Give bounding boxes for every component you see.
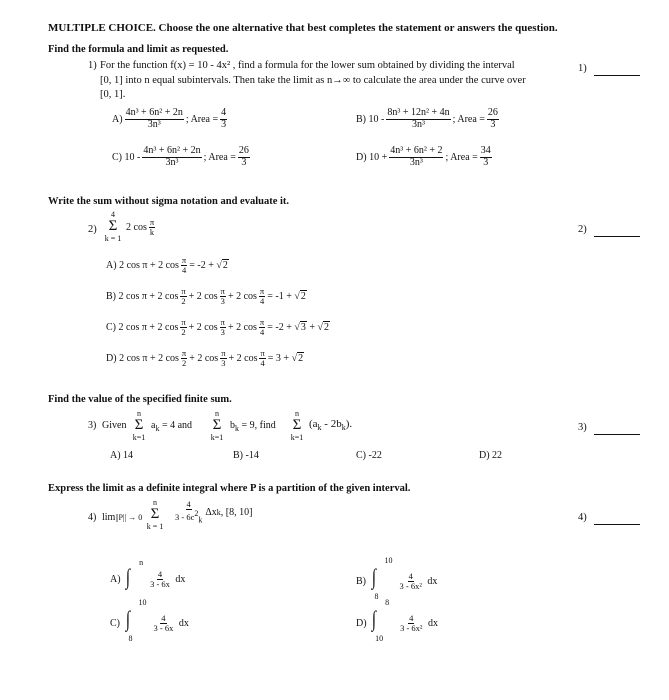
fraction-denominator: 3 [221,357,226,368]
dx: dx [175,573,186,585]
area-numerator: 26 [487,107,498,118]
header [48,22,558,34]
area-denominator: 3 [490,118,496,130]
cos-terms: 2 cos π + 2 cos [118,290,179,302]
q4-summand [172,500,252,525]
summand-subscript: k [198,515,203,525]
q3-option-a[interactable]: A) 14 [110,450,134,461]
sigma-upper: n [137,409,141,418]
q4-number: 4) [88,512,97,523]
sigma-body-text: 2 cos [126,221,147,233]
lower-limit: 10 [375,634,384,643]
integral [369,598,397,643]
sigma-upper: 4 [111,210,115,219]
fraction-denominator: 2 [181,357,187,368]
option-label: D) [356,151,367,163]
dx: dx [178,617,189,629]
fraction-denominator: 3 [220,295,225,306]
result: = 3 + [267,352,290,364]
q1-line-1: For the function f(x) = 10 - 4x² , find a formula for the lower sum obtained by dividing the interval [100,60,515,71]
root-value: 3 [300,322,306,334]
q2-option-c[interactable]: C) 2 cos π + 2 cos $\frac{\pi}{2}$ + 2 cos $\frac{\pi}{3}$ + 2 cos $\frac{\pi}{4}$ = -2 + √ 3 + √ 2 [106,317,329,337]
integral-sign: ∫ [371,564,376,589]
plus-cos: + 2 cos [188,321,218,333]
q3-option-b[interactable]: B) -14 [233,450,259,461]
pi-numerator: π [181,348,187,358]
sigma-lower: k = 1 [104,234,122,243]
formula-numerator: 4n³ + 6n² + 2n [125,107,183,118]
term-value: = 4 and [161,420,193,431]
option-label: B) [356,575,366,587]
q4-sigma [140,498,170,531]
option-label: B) [356,113,366,125]
root-value: 2 [323,322,329,334]
area-denominator: 3 [483,156,489,168]
plus-cos: + 2 cos [227,290,257,302]
section-4-heading: Express the limit as a definite integral where P is a partition of the given interval. [48,483,411,494]
q3-sigma-3 [286,409,308,442]
formula-numerator: 8n³ + 12n² + 4n [387,107,450,118]
option-label: C) [106,321,116,333]
term-body: (a [309,418,318,430]
term-sub: k [341,423,346,433]
fraction-denominator: 2 [181,326,186,337]
integrand-denominator: 3 - 6x [150,578,170,589]
area-label: ; Area = [185,113,219,125]
q4-limit [102,512,142,523]
dx: dx [427,617,438,629]
fraction-denominator: 3 [220,326,225,337]
integral [123,598,151,643]
q4-answer-number: 4) [578,512,587,523]
term-mid: - 2b [321,418,342,430]
lower-limit: 8 [128,634,133,643]
q2-option-a[interactable]: A) 2 cos π + 2 cos $\frac{\pi}{4}$ = -2 + √ 2 [106,255,228,275]
lim-subscript: ||P|| → 0 [115,513,143,522]
q3-sigma-2 [206,409,228,442]
q1-answer-number: 1) [578,63,587,74]
sigma-symbol: Σ [108,218,118,234]
cos-terms: 2 cos π + 2 cos [119,259,179,271]
q3-option-c[interactable]: C) -22 [356,450,382,461]
plus-cos: + 2 cos [189,352,219,364]
formula-prefix: 10 + [369,151,388,163]
sigma-symbol: Σ [150,506,160,522]
q2-answer-blank[interactable] [594,236,640,237]
term-sub: k [317,423,322,433]
formula-denominator: 3n³ [147,118,161,130]
header-title: MULTIPLE CHOICE. [48,22,156,34]
dx: dx [427,575,438,587]
area-label: ; Area = [203,151,236,163]
pi-numerator: π [220,286,225,296]
sigma-lower: k = 1 [146,522,164,531]
plus-cos: + 2 cos [228,352,258,364]
q2-number: 2) [88,224,97,235]
fraction-denominator: 4 [181,264,187,275]
option-label: A) [110,573,121,585]
q2-sigma [98,210,128,243]
root-value: 2 [300,291,306,303]
integrand-denominator: 3 - 6x [153,622,174,633]
section-1-heading: Find the formula and limit as requested. [48,44,229,55]
fraction-denominator: 4 [260,357,265,368]
formula-numerator: 4n³ + 6n² + 2n [143,145,201,156]
q3-answer-number: 3) [578,422,587,433]
q1-option-b[interactable] [356,108,501,130]
q2-sigma-body [126,218,157,237]
summand-exponent: 2 [194,508,199,518]
q4-option-b[interactable] [356,556,438,601]
integral-sign: ∫ [125,606,130,631]
delta-x-sub: k [216,507,221,517]
delta-x: Δx [205,506,217,518]
root-value: 2 [222,260,228,272]
formula-prefix: 10 - [124,151,141,163]
upper-limit: 10 [384,556,393,565]
integrand-denominator: 3 - 6x² [399,580,422,591]
integral-sign: ∫ [371,606,377,631]
option-label: B) [106,290,116,302]
fraction-denominator: 2 [181,295,186,306]
integrand-numerator: 4 [157,568,163,579]
area-numerator: 26 [238,145,249,156]
q3-option-d[interactable]: D) 22 [479,450,503,461]
cos-terms: 2 cos π + 2 cos [118,321,179,333]
integrand-numerator: 4 [161,612,166,623]
integral [369,556,397,601]
plus-cos: + 2 cos [188,290,218,302]
integrand-numerator: 4 [408,570,413,581]
section-2-heading: Write the sum without sigma notation and evaluate it. [48,196,290,207]
pi-numerator: π [221,348,226,358]
pi-numerator: π [259,286,265,296]
area-label: ; Area = [445,151,478,163]
q2-option-d[interactable]: D) 2 cos π + 2 cos $\frac{\pi}{2}$ + 2 cos $\frac{\pi}{3}$ + 2 cos $\frac{\pi}{4}$ = 3 + √ 2 [106,348,304,368]
term-body: a [151,420,156,431]
option-label: D) [106,352,117,364]
pi-numerator: π [181,286,186,296]
sigma-upper: n [295,409,299,418]
area-denominator: 3 [241,156,247,168]
upper-limit: n [139,558,144,567]
k-denominator: k [149,226,155,237]
q1-answer-blank[interactable] [594,75,640,76]
plus-cos: + 2 cos [227,321,257,333]
pi-numerator: π [181,317,186,327]
sigma-upper: n [215,409,219,418]
term-end: ). [345,418,353,430]
formula-prefix: 10 - [368,113,385,125]
q4-option-a[interactable] [110,558,186,596]
fraction-denominator: 4 [259,326,265,337]
integral-sign: ∫ [125,564,131,589]
sigma-symbol: Σ [212,417,222,433]
pi-numerator: π [259,317,265,327]
option-label: A) [112,113,123,125]
upper-limit: 10 [138,598,147,607]
option-label: A) [106,259,117,271]
q3-given: Given [102,420,127,431]
pi-numerator: π [149,217,155,227]
q2-answer-number: 2) [578,224,587,235]
summand-denominator: 3 - 6c [175,511,195,522]
result: = -2 + [267,321,292,333]
area-numerator: 4 [221,107,227,118]
sigma-lower: k=1 [210,433,224,442]
pi-numerator: π [220,317,225,327]
q1-line-2: [0, 1] into n equal subintervals. Then take the limit as n→∞ to calculate the area under the curve over [100,75,526,86]
area-denominator: 3 [221,118,227,130]
interval: , [8, 10] [220,506,253,518]
cos-terms: 2 cos π + 2 cos [119,352,179,364]
q3-term-2 [230,420,276,433]
term-sub: k [155,424,160,433]
option-label: D) [356,617,367,629]
q1-option-a[interactable] [112,108,229,130]
result: = -1 + [267,290,292,302]
formula-denominator: 3n³ [409,156,423,168]
q3-answer-blank[interactable] [594,434,640,435]
term-value: = 9, find [241,420,276,431]
result: = -2 + [189,259,214,271]
sigma-symbol: Σ [134,417,144,433]
sigma-upper: n [153,498,157,507]
lower-limit: 8 [374,592,379,601]
q1-number: 1) [88,60,97,71]
formula-denominator: 3n³ [165,156,179,168]
header-instruction: Choose the one alternative that best completes the statement or answers the question. [158,22,558,34]
lim-text: lim [102,512,116,523]
q3-number: 3) [88,420,97,431]
q4-answer-blank[interactable] [594,524,640,525]
q4-option-c[interactable] [110,598,189,643]
q2-option-b[interactable]: B) 2 cos π + 2 cos $\frac{\pi}{2}$ + 2 cos $\frac{\pi}{3}$ + 2 cos $\frac{\pi}{4}$ = -1 + √ 2 [106,286,306,306]
q3-term-3 [309,418,352,432]
q1-option-c[interactable] [112,146,252,168]
fraction-denominator: 4 [259,295,265,306]
option-label: C) [112,151,122,163]
integrand-numerator: 4 [409,612,414,623]
sigma-lower: k=1 [132,433,146,442]
formula-denominator: 3n³ [411,118,425,130]
integral [123,558,147,596]
pi-numerator: π [181,255,187,265]
root-value: 2 [298,353,304,365]
summand-numerator: 4 [186,499,191,509]
term-sub: k [235,424,239,433]
option-label: C) [110,617,120,629]
upper-limit: 8 [385,598,390,607]
q3-sigma-1 [128,409,150,442]
sigma-lower: k=1 [290,433,304,442]
area-label: ; Area = [452,113,485,125]
formula-numerator: 4n³ + 6n² + 2 [390,145,443,156]
term-body: b [230,420,235,431]
q3-term-1 [151,420,192,433]
q1-line-3: [0, 1]. [100,89,126,100]
pi-numerator: π [260,348,265,358]
q4-option-d[interactable] [356,598,438,643]
area-numerator: 34 [480,145,491,156]
plus-sign: + [309,321,315,333]
integrand-denominator: 3 - 6x² [400,622,423,633]
sigma-symbol: Σ [292,417,302,433]
section-3-heading: Find the value of the specified finite sum. [48,394,232,405]
q1-option-d[interactable] [356,146,494,168]
